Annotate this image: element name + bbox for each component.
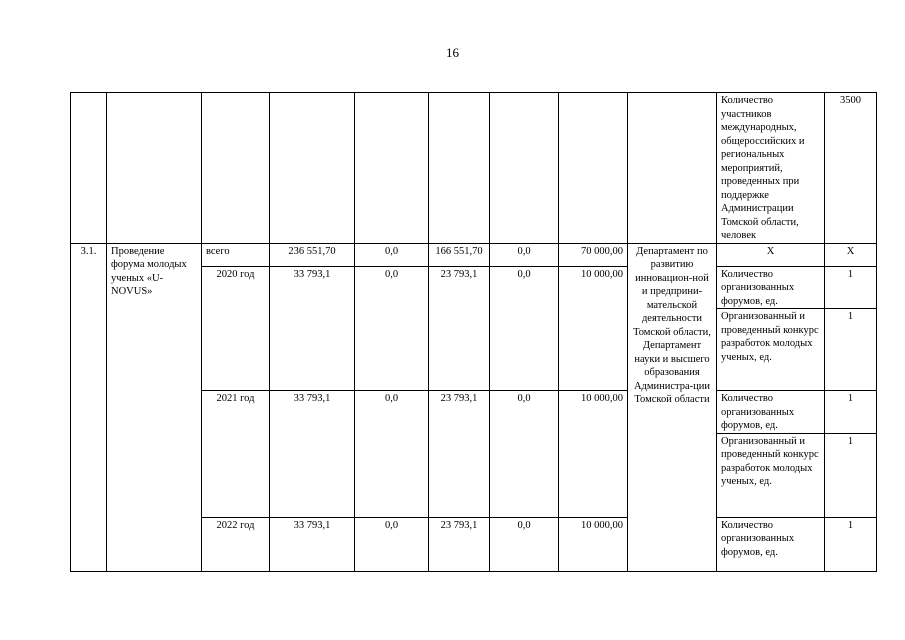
local-cell [490, 93, 559, 244]
regional-cell [429, 93, 490, 244]
indicator-value-cell: 3500 [825, 93, 877, 244]
total-cell: 236 551,70 [270, 243, 355, 266]
total-cell [270, 93, 355, 244]
indicator-name-cell: Количество организованных форумов, ед. [717, 266, 825, 309]
table-row [71, 93, 877, 244]
indicator-value-cell: 1 [825, 391, 877, 434]
number-cell [71, 93, 107, 244]
table-row [71, 243, 877, 266]
program-table [70, 92, 877, 572]
indicator-value-cell: 1 [825, 517, 877, 571]
item-name: Проведение форума молодых ученых «U-NOVUS» [107, 243, 202, 571]
local-cell: 0,0 [490, 243, 559, 266]
regional-cell: 166 551,70 [429, 243, 490, 266]
indicator-name-cell: Количество организованных форумов, ед. [717, 391, 825, 434]
extra-cell: 70 000,00 [559, 243, 628, 266]
extra-cell: 10 000,00 [559, 391, 628, 518]
regional-cell: 23 793,1 [429, 391, 490, 518]
period-cell: 2021 год [202, 391, 270, 518]
regional-cell: 23 793,1 [429, 266, 490, 391]
indicator-value-cell: Х [825, 243, 877, 266]
period-cell: 2022 год [202, 517, 270, 571]
indicator-name-cell: Организованный и проведенный конкурс разработок молодых ученых, ед. [717, 433, 825, 517]
federal-cell [355, 93, 429, 244]
indicator-name-cell: Х [717, 243, 825, 266]
indicator-value-cell: 1 [825, 433, 877, 517]
period-cell [202, 93, 270, 244]
total-cell: 33 793,1 [270, 391, 355, 518]
local-cell: 0,0 [490, 391, 559, 518]
period-cell: всего [202, 243, 270, 266]
extra-cell [559, 93, 628, 244]
indicator-name-cell: Организованный и проведенный конкурс разработок молодых ученых, ед. [717, 309, 825, 391]
indicator-name-cell: Количество организованных форумов, ед. [717, 517, 825, 571]
period-cell: 2020 год [202, 266, 270, 391]
executor: Департамент по развитию инновацион-ной и предприни-мательской деятельности Томской области, Департамент науки и высшего образования Администра-ции Томской области [628, 243, 717, 571]
name-cell [107, 93, 202, 244]
item-number: 3.1. [71, 243, 107, 571]
executor-cell [628, 93, 717, 244]
local-cell: 0,0 [490, 266, 559, 391]
regional-cell: 23 793,1 [429, 517, 490, 571]
total-cell: 33 793,1 [270, 517, 355, 571]
federal-cell: 0,0 [355, 266, 429, 391]
indicator-name-cell: Количество участников международных, общероссийских и региональных мероприятий, проведенных при поддержке Администрации Томской области, человек [717, 93, 825, 244]
extra-cell: 10 000,00 [559, 517, 628, 571]
total-cell: 33 793,1 [270, 266, 355, 391]
federal-cell: 0,0 [355, 243, 429, 266]
indicator-value-cell: 1 [825, 266, 877, 309]
indicator-value-cell: 1 [825, 309, 877, 391]
federal-cell: 0,0 [355, 391, 429, 518]
extra-cell: 10 000,00 [559, 266, 628, 391]
federal-cell: 0,0 [355, 517, 429, 571]
local-cell: 0,0 [490, 517, 559, 571]
page-number: 16 [446, 45, 459, 60]
